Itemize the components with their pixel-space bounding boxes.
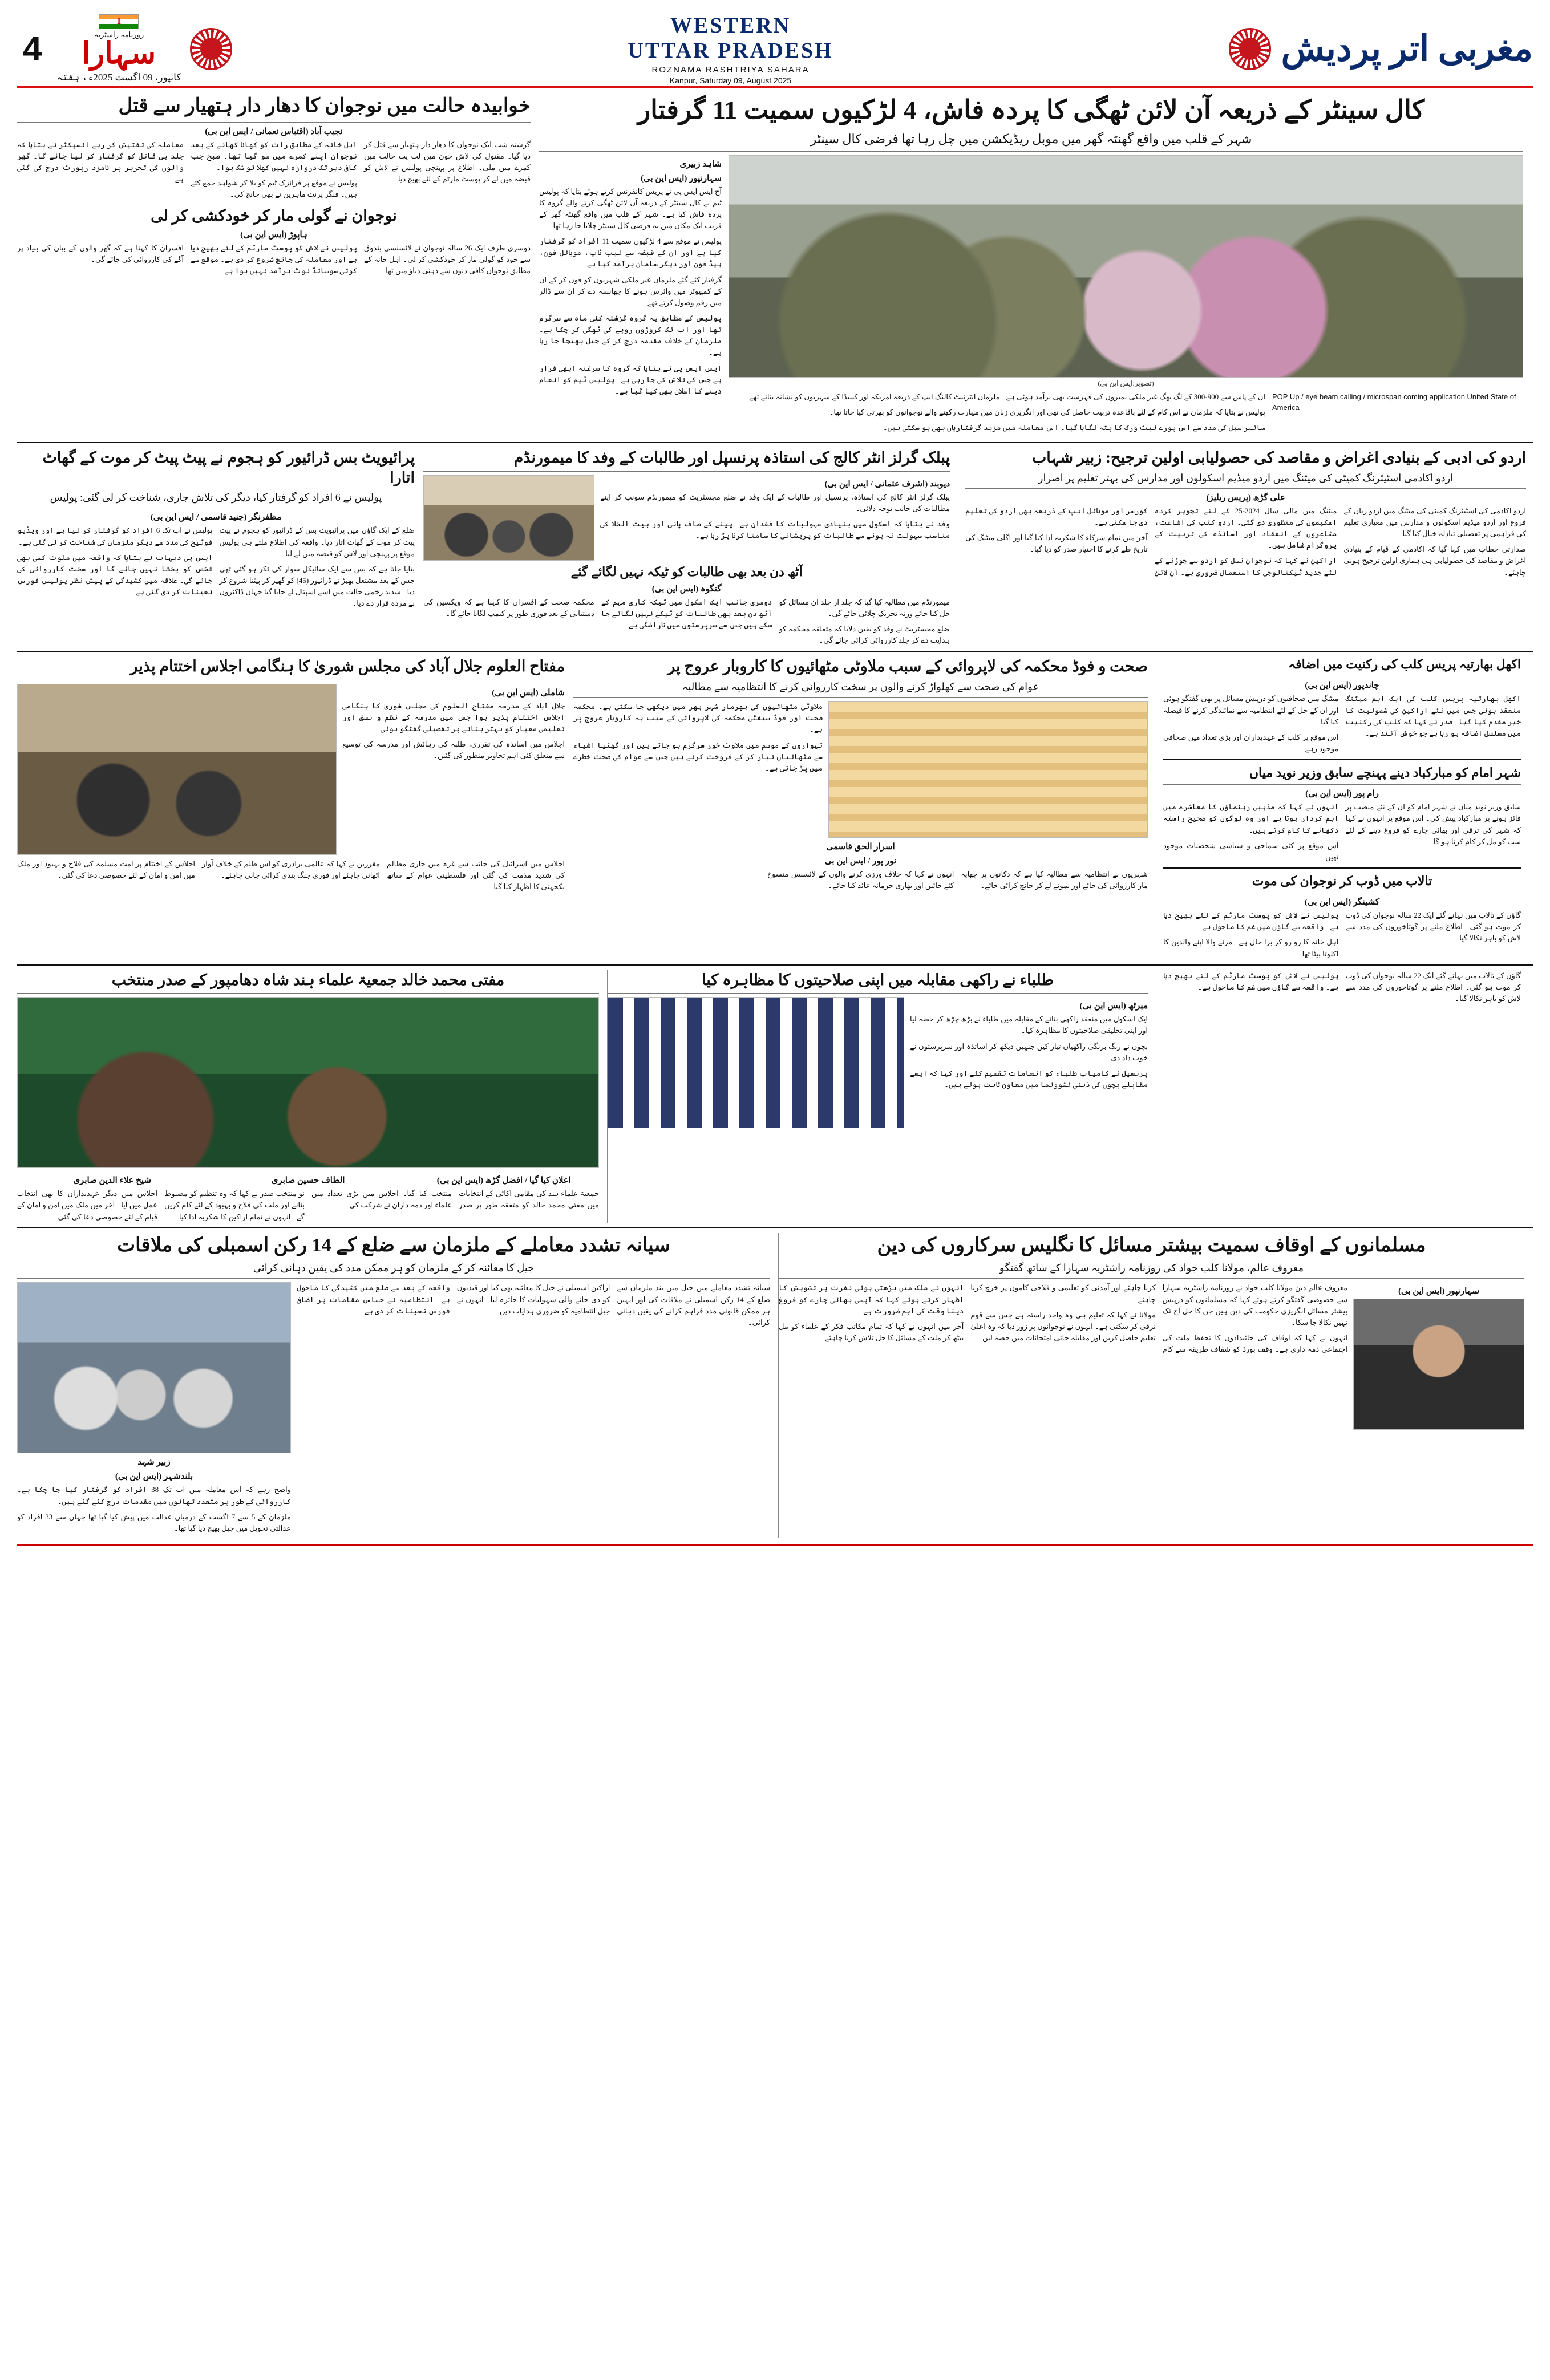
students-rakhi-photo bbox=[608, 997, 904, 1128]
paragraph: انہوں نے ملک میں بڑھتی ہوئی نفرت پر تشویش کا اظہار کرتے ہوئے کہا کہ آپسی بھائی چارے کو فروغ دینا وقت کی اہم ضرورت ہے۔ bbox=[779, 1283, 964, 1315]
article-students-headline: طلباء نے راکھی مقابلہ میں اپنی صلاحیتوں کا مظاہرہ کیا bbox=[702, 971, 1054, 988]
paragraph: اس موقع پر کئی سماجی و سیاسی شخصیات موجود تھیں۔ bbox=[1163, 841, 1339, 861]
article-sweets-subhead: عوام کی صحت سے کھلواڑ کرنے والوں پر سخت کارروائی کرنے کا انتظامیہ سے مطالبہ bbox=[682, 680, 1039, 692]
article-lead-body-right bbox=[729, 391, 1265, 437]
paragraph: شہریوں نے انتظامیہ سے مطالبہ کیا ہے کہ دکانوں پر چھاپہ مار کارروائی کی جائے اور نمونے لے کر جانچ کرائی جائے۔ bbox=[961, 870, 1148, 890]
article-waqf-subhead: معروف عالم، مولانا کلب جواد کی روزنامہ راشٹریہ سہارا کے ساتھ گفتگو bbox=[999, 1262, 1304, 1274]
article-lead bbox=[539, 94, 1531, 437]
page-content bbox=[17, 94, 1533, 1546]
photo-credit: (تصویر:ایس این بی) bbox=[1098, 379, 1154, 387]
article-assembly-headline: سیانہ تشدد معاملے کے ملزمان سے ضلع کے 14 رکن اسمبلی کی ملاقات bbox=[117, 1234, 670, 1256]
paragraph: اہل خانہ کا رو رو کر برا حال ہے۔ مرنے والا اپنے والدین کا اکلوتا بیٹا تھا۔ bbox=[1163, 938, 1339, 958]
article-majlis-body-b bbox=[17, 858, 565, 893]
article-assembly-subhead: جیل کا معائنہ کر کے ملزمان کو ہر ممکن مدد کی یقین دہانی کرائی bbox=[253, 1262, 535, 1274]
paragraph: اراکین اسمبلی نے جیل کا معائنہ بھی کیا اور قیدیوں کو دی جانے والی سہولیات کا جائزہ لیا۔ انہوں نے جیل انتظامیہ کو ضروری ہدایات دیں۔ bbox=[456, 1283, 610, 1315]
paragraph: بتایا جاتا ہے کہ بس سے ایک سائیکل سوار کی ٹکر ہو گئی تھی جس کے بعد مشتعل بھیڑ نے ڈرائیور (45) کو گھیر کر پیٹنا شروع کر دیا۔ شدید زخمی حالت میں اسے اسپتال لے جایا گیا جہاں ڈاکٹروں نے مردہ قرار دے دیا۔ bbox=[219, 564, 415, 608]
paragraph: اراکین نے کہا کہ نوجوان نسل کو اردو سے جوڑنے کے لئے جدید ٹیکنالوجی کا استعمال ضروری ہے۔ آن لائن کورسز اور موبائل ایپ کے ذریعہ بھی اردو کی تعلیم دی جا سکتی ہے۔ bbox=[965, 506, 1337, 577]
masthead bbox=[17, 15, 1533, 88]
paragraph: مولانا نے کہا کہ تعلیم ہی وہ واحد راستہ ہے جس سے قوم ترقی کر سکتی ہے۔ انہوں نے نوجوانوں پر زور دیا کہ وہ اعلیٰ تعلیم حاصل کریں اور مقابلہ جاتی امتحانات میں حصہ لیں۔ bbox=[970, 1310, 1156, 1343]
paragraph: گزشتہ شب ایک نوجوان کا دھار دار ہتھیار سے قتل کر دیا گیا۔ مقتول کی لاش خون میں لت پت حالت میں کمرے میں ملی۔ اطلاع پر پہنچی پولیس نے لاش کو قبضہ میں لے کر پوسٹ مارٹم کے لئے بھیج دیا۔ bbox=[364, 140, 531, 183]
sweets-shop-photo bbox=[828, 701, 1148, 838]
article-lead-byline: شاہد زبیری bbox=[679, 159, 722, 169]
article-drown-headline: تالاب میں ڈوب کر نوجوان کی موت bbox=[1252, 873, 1432, 888]
region-title: مغربی اتر پردیش bbox=[1281, 29, 1533, 68]
article-mayor-byline: رام پور (ایس این بی) bbox=[1305, 789, 1379, 799]
article-bus-headline: پرائیویٹ بس ڈرائیور کو ہجوم نے پیٹ پیٹ کر موت کے گھاٹ اتارا bbox=[42, 448, 415, 486]
masthead-right bbox=[1229, 28, 1533, 70]
article-mufti-byline1: شیخ علاء الدین صابری bbox=[73, 1176, 151, 1186]
paragraph: اجلاس میں اساتذہ کی تقرری، طلبہ کی رہائش اور مدرسہ کی توسیع سے متعلق کئی اہم تجاویز منظور کی گئیں۔ bbox=[342, 740, 565, 760]
article-bus-subhead: پولیس نے 6 افراد کو گرفتار کیا، دیگر کی تلاش جاری، شناخت کر لی گئی: پولیس bbox=[50, 492, 382, 504]
article-lead-col-main bbox=[729, 155, 1523, 437]
article-girls-college-headline: پبلک گرلز انٹر کالج کی استاذہ پرنسپل اور طالبات کے وفد کا میمورنڈم bbox=[513, 448, 950, 466]
paragraph: گاؤں کے تالاب میں نہانے گئے ایک 22 سالہ نوجوان کی ڈوب کر موت ہو گئی۔ اطلاع ملنے پر گوتاخوروں کی مدد سے لاش کو باہر نکالا گیا۔ bbox=[1345, 971, 1521, 1003]
article-urdu-edu-byline: علی گڑھ (پریس ریلیز) bbox=[1206, 493, 1285, 502]
article-mufti-headline: مفتی محمد خالد جمعیۃ علماء ہند شاہ دھامپور کے صدر منتخب bbox=[111, 971, 505, 988]
article-murder-byline: نجیب آباد (اقتباس نعمانی / ایس این بی) bbox=[205, 127, 343, 136]
article-assembly bbox=[17, 1233, 770, 1538]
article-murder bbox=[17, 94, 531, 437]
paragraph: دوسری جانب ایک اسکول میں ٹیکہ کاری مہم کے آٹھ دن بعد بھی طالبات کو ٹیکے نہیں لگائے جا سکے ہیں جس سے سرپرستوں میں ناراضگی ہے۔ bbox=[601, 597, 772, 629]
article-majlis-headline: مفتاح العلوم جلال آباد کی مجلس شوریٰ کا ہنگامی اجلاس اختتام پذیر bbox=[130, 658, 565, 675]
masthead-date: کانپور، 09 اگست 2025ء، ہفتہ bbox=[56, 72, 181, 83]
paragraph: آج ایس ایس پی نے پریس کانفرنس کرتے ہوئے بتایا کہ پولیس ٹیم نے کال سینٹر کے ذریعہ آن لائن ٹھگی کرنے والے گروہ کا پردہ فاش کیا ہے۔ شہر کے قلب میں واقع گھنٹہ گھر کے قریب ایک مکان میں یہ فرضی کال سینٹر چلایا جا رہا تھا۔ bbox=[539, 186, 722, 230]
article-mayor bbox=[1163, 765, 1521, 863]
article-assembly-byline: زبیر شہد bbox=[137, 1458, 171, 1467]
article-students bbox=[607, 970, 1155, 1223]
paragraph: انہوں نے کہا کہ اوقاف کی جائیدادوں کا تحفظ ملت کی اجتماعی ذمہ داری ہے۔ وقف بورڈ کو شفاف طریقہ سے کام کرنا چاہئے اور آمدنی کو تعلیمی و فلاحی کاموں پر خرچ کرنا چاہئے۔ bbox=[970, 1283, 1347, 1354]
masthead-center bbox=[232, 13, 1228, 85]
article-majlis bbox=[17, 656, 565, 959]
paragraph: اکھل بھارتیہ پریس کلب کی ایک اہم میٹنگ منعقد ہوئی جس میں نئے اراکین کی شمولیت کا خیر مقدم کیا گیا۔ صدر نے کہا کہ کلب کی رکنیت میں مسلسل اضافہ ہو رہا ہے جو خوش آئند ہے۔ bbox=[1345, 694, 1521, 737]
masthead-left bbox=[17, 14, 232, 83]
page-number: 4 bbox=[23, 29, 42, 68]
article-mufti bbox=[17, 970, 599, 1223]
article-urdu-edu bbox=[965, 448, 1533, 646]
article-waqf-body bbox=[779, 1282, 1347, 1430]
paragraph: پولیس کے مطابق یہ گروہ گزشتہ کئی ماہ سے سرگرم تھا اور اب تک کروڑوں روپے کی ٹھگی کر چکا ہے۔ ملزمان کے خلاف مقدمہ درج کر کے جیل بھیجا جا رہا ہے۔ bbox=[539, 313, 722, 357]
article-assembly-agency: بلندشہر (ایس این بی) bbox=[115, 1472, 193, 1482]
jamiat-meeting-photo bbox=[17, 997, 599, 1168]
paragraph: اجلاس میں دیگر عہدیداران کا بھی انتخاب عمل میں آیا۔ آخر میں ملک میں امن و امان کے قیام کے لئے خصوصی دعا کی گئی۔ bbox=[17, 1189, 157, 1221]
paragraph: میٹنگ میں مالی سال 2024-25 کے لئے تجویز کردہ اسکیموں کی منظوری دی گئی۔ اردو کتب کی اشاعت، مشاعروں کے انعقاد اور اساتذہ کی تربیت کے پروگرام شامل ہیں۔ bbox=[1154, 506, 1337, 550]
paragraph: اردو اکادمی کی اسٹیئرنگ کمیٹی کی میٹنگ میں اردو زبان کے فروغ اور اردو میڈیم اسکولوں و مدارس میں معیاری تعلیم کی فراہمی پر تفصیلی تبادلہ خیال کیا گیا۔ bbox=[1343, 506, 1526, 538]
police-arrest-photo bbox=[729, 155, 1523, 378]
paragraph: جمعیۃ علماء ہند کی مقامی اکائی کے انتخابات میں مفتی محمد خالد کو متفقہ طور پر صدر منتخب کیا گیا۔ اجلاس میں بڑی تعداد میں علماء اور ذمہ داران نے شرکت کی۔ bbox=[311, 1189, 599, 1210]
edition-title-line1: WESTERN bbox=[670, 13, 791, 38]
article-drown-continued bbox=[1163, 970, 1521, 1004]
paragraph: ضلع مجسٹریٹ نے وفد کو یقین دلایا کہ متعلقہ محکمہ کو ہدایت دے کر جلد کارروائی کرائی جائے گی۔ bbox=[779, 624, 950, 645]
article-press-club bbox=[1163, 656, 1521, 755]
paragraph: ان کے پاس سے 900-300 کے لگ بھگ غیر ملکی نمبروں کی فہرست بھی برآمد ہوئی ہے۔ ملزمان انٹرنیٹ کالنگ ایپ کے ذریعہ امریکہ اور کینیڈا کے شہریوں کو نشانہ بناتے تھے۔ bbox=[744, 392, 1265, 401]
flag-icon bbox=[99, 14, 139, 29]
paragraph: محکمہ صحت کے افسران کا کہنا ہے کہ ویکسین کی دستیابی کے بعد فوری طور پر کیمپ لگایا جائے گا۔ bbox=[423, 597, 594, 618]
article-drown-body bbox=[1163, 910, 1521, 960]
publication-logo bbox=[56, 14, 181, 83]
third-band bbox=[17, 656, 1533, 959]
college-delegation-photo bbox=[423, 475, 594, 561]
article-girls-college bbox=[423, 448, 957, 646]
article-sweets-agency: نور پور / ایس این بی bbox=[824, 857, 897, 866]
article-murder-body bbox=[17, 139, 531, 201]
paragraph: آخر میں تمام شرکاء کا شکریہ ادا کیا گیا اور اگلی میٹنگ کی تاریخ طے کرنے کا اختیار صدر کو دیا گیا۔ bbox=[965, 533, 1148, 554]
paragraph: ضلع کے ایک گاؤں میں پرائیویٹ بس کے ڈرائیور کو ہجوم نے پیٹ پیٹ کر موت کے گھاٹ اتار دیا۔ واقعہ کی اطلاع ملتے ہی پولیس موقع پر پہنچی اور لاش کو قبضہ میں لے لیا۔ bbox=[219, 526, 415, 558]
sunburst-icon-right bbox=[1229, 28, 1271, 70]
paragraph: نو منتخب صدر نے کہا کہ وہ تنظیم کو مضبوط بنانے اور ملت کی فلاح و بہبود کے لئے کام کریں گے۔ انہوں نے تمام اراکین کا شکریہ ادا کیا۔ bbox=[164, 1189, 305, 1221]
paragraph: انہوں نے کہا کہ مذہبی رہنماؤں کا معاشرے میں اہم کردار ہوتا ہے اور وہ لوگوں کو صحیح راستہ دکھانے کا کام کرتے ہیں۔ bbox=[1163, 802, 1339, 834]
article-press-club-body bbox=[1163, 693, 1521, 755]
paragraph: پولیس نے لاش کو پوسٹ مارٹم کے لئے بھیج دیا ہے۔ واقعہ سے گاؤں میں غم کا ماحول ہے۔ bbox=[1163, 911, 1339, 931]
paragraph: جلال آباد کے مدرسہ مفتاح العلوم کی مجلس شوریٰ کا ہنگامی اجلاس اختتام پذیر ہوا جس میں مدرسہ کے نظم و نسق اور تعلیمی معیار کو بہتر بنانے پر تفصیلی گفتگو ہوئی۔ bbox=[342, 701, 565, 733]
article-suicide-body bbox=[17, 242, 531, 277]
article-mufti-byline3: اعلان کیا گیا / افضل گڑھ (ایس این بی) bbox=[436, 1176, 571, 1186]
article-students-byline: میرٹھ (ایس این بی) bbox=[1079, 1002, 1148, 1011]
article-girls-college-byline: دیوبند (اشرف عثمانی / ایس این بی) bbox=[824, 479, 950, 489]
paragraph: میمورنڈم میں مطالبہ کیا گیا کہ جلد از جلد ان مسائل کو حل کیا جائے ورنہ تحریک چلائی جائے گی۔ bbox=[779, 597, 950, 618]
paragraph: معاملہ کی تفتیش کر رہے انسپکٹر نے بتایا کہ جلد ہی قاتل کو گرفتار کر لیا جائے گا۔ گھر والوں کی تحریر پر نامزد رپورٹ درج کی گئی ہے۔ bbox=[17, 140, 184, 183]
article-majlis-byline: شاملی (ایس این بی) bbox=[492, 688, 565, 698]
article-sweets-byline: اسرار الحق قاسمی bbox=[826, 842, 895, 852]
paragraph: انہوں نے کہا کہ خلاف ورزی کرنے والوں کے لائسنس منسوخ کئے جائیں اور بھاری جرمانہ عائد کیا جائے۔ bbox=[767, 870, 954, 890]
sunburst-icon bbox=[190, 28, 232, 70]
paragraph: اجلاس کے اختتام پر امت مسلمہ کی فلاح و بہبود اور ملک میں امن و امان کے لئے خصوصی دعا کی گئی۔ bbox=[17, 859, 195, 879]
fourth-band bbox=[17, 970, 1533, 1223]
paragraph: واقعہ کے بعد سے ضلع میں کشیدگی کا ماحول ہے۔ انتظامیہ نے حساس مقامات پر اضافی فورس تعینات کر دی ہے۔ bbox=[297, 1283, 450, 1315]
paragraph: پرنسپل نے کامیاب طلباء کو انعامات تقسیم کئے اور کہا کہ ایسے مقابلے بچوں کی ذہنی نشوونما میں معاون ثابت ہوتے ہیں۔ bbox=[910, 1068, 1148, 1089]
paragraph: افسران کا کہنا ہے کہ گھر والوں کے بیان کی بنیاد پر آگے کی کارروائی کی جائے گی۔ bbox=[17, 243, 184, 263]
shura-meeting-photo bbox=[17, 684, 337, 855]
paragraph: اجلاس میں اسرائیل کی جانب سے غزہ میں جاری مظالم کی شدید مذمت کی گئی اور فلسطینی عوام کے ساتھ یکجہتی کا اظہار کیا گیا۔ bbox=[387, 859, 565, 891]
paragraph: واضح رہے کہ اس معاملہ میں اب تک 38 افراد کو گرفتار کیا جا چکا ہے۔ کارروائی کے طور پر متعدد تھانوں میں مقدمات درج کئے گئے ہیں۔ bbox=[17, 1485, 291, 1506]
paragraph: ایک اسکول میں منعقد راکھی بنانے کے مقابلہ میں طلباء نے بڑھ چڑھ کر حصہ لیا اور اپنی تخلیقی صلاحیتوں کا مظاہرہ کیا۔ bbox=[910, 1015, 1148, 1035]
paragraph: پولیس نے موقع سے 4 لڑکیوں سمیت 11 افراد کو گرفتار کیا ہے اور ان کے قبضہ سے لیپ ٹاپ، موبائل فون، ہیڈ فون اور دیگر سامان برآمد کیا ہے۔ bbox=[539, 237, 722, 269]
top-band bbox=[17, 94, 1533, 437]
paragraph: پولیس نے بتایا کہ ملزمان نے اس کام کے لئے باقاعدہ تربیت حاصل کی تھی اور انگریزی زبان میں مہارت رکھنے والے نوجوانوں کو بھرتی کیا جاتا تھا۔ bbox=[829, 407, 1265, 416]
paragraph: سیانہ تشدد معاملے میں جیل میں بند ملزمان سے ضلع کے 14 رکن اسمبلی نے ملاقات کی اور انہیں ہر ممکن قانونی مدد فراہم کرانے کی یقین دہانی کرائی۔ bbox=[617, 1283, 771, 1327]
article-sweets-body-b bbox=[573, 869, 1148, 891]
edition-dateline: Kanpur, Saturday 09, August 2025 bbox=[669, 75, 792, 85]
article-drown bbox=[1163, 873, 1521, 960]
article-vaccine-headline: آٹھ دن بعد بھی طالبات کو ٹیکہ نہیں لگائے گئے bbox=[570, 564, 803, 579]
article-waqf-headline: مسلمانوں کے اوقاف سمیت بیشتر مسائل کا نگلیس سرکاروں کی دین bbox=[877, 1234, 1426, 1256]
article-lead-subhead: شہر کے قلب میں واقع گھنٹہ گھر میں موبل ریڈیکشن میں چل رہا تھا فرضی کال سینٹر bbox=[810, 131, 1252, 146]
paragraph: پولیس نے لاش کو پوسٹ مارٹم کے لئے بھیج دیا ہے اور معاملہ کی جانچ شروع کر دی ہے۔ موقع سے کوئی سوسائڈ نوٹ برآمد نہیں ہوا ہے۔ bbox=[191, 243, 357, 275]
article-vaccine-body bbox=[423, 597, 950, 647]
paragraph: پبلک گرلز انٹر کالج کی استاذہ، پرنسپل اور طالبات کے ایک وفد نے ضلع مجسٹریٹ کو میمورنڈم سونپ کر اپنے مطالبات کی جانب توجہ دلائی۔ bbox=[600, 492, 950, 513]
logo-urdu-text: سہارا bbox=[82, 38, 156, 70]
maulana-portrait-photo bbox=[1353, 1299, 1524, 1430]
paragraph: گرفتار کئے گئے ملزمان غیر ملکی شہریوں کو فون کر کے ان کے کمپیوٹر میں وائرس ہونے کا جھانسہ دے کر ان سے ڈالر میں رقم وصول کرتے تھے۔ bbox=[539, 275, 722, 307]
article-bus-byline: مظفرنگر (جنید قاسمی / ایس این بی) bbox=[150, 513, 282, 522]
article-assembly-body-b bbox=[17, 1484, 291, 1534]
paragraph: آخر میں انہوں نے کہا کہ تمام مکاتب فکر کے علماء کو مل بیٹھ کر ملت کے مسائل کا حل تلاش کرنا چاہئے۔ bbox=[779, 1321, 964, 1343]
article-mufti-body bbox=[17, 1188, 599, 1222]
article-suicide-byline: ہاپوڑ (ایس این بی) bbox=[240, 230, 307, 240]
article-urdu-edu-subhead: اردو اکادمی اسٹیئرنگ کمیٹی کی میٹنگ میں اردو میڈیم اسکولوں اور مدارس کی بہتر تعلیم پر اصرار bbox=[1038, 472, 1454, 484]
article-suicide-headline: نوجوان نے گولی مار کر خودکشی کر لی bbox=[151, 207, 397, 225]
article-mufti-byline2: الطاف حسین صابری bbox=[271, 1176, 345, 1186]
paragraph: صدارتی خطاب میں کہا گیا کہ اکادمی کے قیام کے بنیادی اغراض و مقاصد کی حصولیابی ہی ہماری اولین ترجیح ہونی چاہئے۔ bbox=[1343, 545, 1526, 577]
paragraph: پولیس نے اب تک 6 افراد کو گرفتار کر لیا ہے اور ویڈیو فوٹیج کی مدد سے دیگر ملزمان کی شناخت کر لی گئی ہے۔ bbox=[17, 526, 213, 546]
article-assembly-body-a bbox=[297, 1282, 770, 1538]
paragraph: معروف عالم دین مولانا کلب جواد نے روزنامہ راشٹریہ سہارا سے خصوصی گفتگو کرتے ہوئے کہا کہ مسلمانوں کو درپیش بیشتر مسائل انگریزی حکومت کی دین ہیں جن کا حل آج تک نہیں نکالا جا سکا۔ bbox=[1162, 1283, 1347, 1327]
paragraph: پولیس نے موقع پر فرانزک ٹیم کو بلا کر شواہد جمع کئے ہیں۔ فنگر پرنٹ ماہرین نے بھی جانچ کی۔ bbox=[191, 178, 357, 199]
article-majlis-body-a bbox=[342, 700, 565, 762]
article-urdu-edu-headline: اردو کی ادبی کے بنیادی اغراض و مقاصد کی حصولیابی اولین ترجیح: زبیر شہاب bbox=[1031, 448, 1526, 466]
edition-title-line2: UTTAR PRADESH bbox=[628, 38, 833, 63]
article-students-body bbox=[910, 1013, 1148, 1090]
bottom-band bbox=[17, 1233, 1533, 1538]
paragraph: ملزمان کے 5 سے 7 اگست کے درمیان عدالت میں پیش کیا گیا تھا جہاں سے 33 افراد کو عدالتی تحویل میں جیل بھیج دیا گیا تھا۔ bbox=[17, 1512, 292, 1532]
paragraph: ایس ایس پی نے بتایا کہ گروہ کا سرغنہ ابھی فرار ہے جس کی تلاش کی جا رہی ہے۔ پولیس ٹیم کو انعام دینے کا اعلان بھی کیا گیا ہے۔ bbox=[539, 363, 722, 395]
article-press-club-byline: چاندپور (ایس این بی) bbox=[1305, 681, 1379, 691]
article-girls-college-body bbox=[600, 492, 950, 542]
paragraph: اہل خانہ کے مطابق رات کو کھانا کھانے کے بعد نوجوان اپنے کمرے میں سو گیا تھا۔ صبح جب کافی دیر تک دروازہ نہیں کھلا تو شک ہوا۔ bbox=[191, 140, 357, 172]
article-murder-headline: خوابیدہ حالت میں نوجوان کا دھار دار ہتھیار سے قتل bbox=[118, 95, 531, 116]
logo-top-text: روزنامہ راشٹریہ bbox=[94, 30, 144, 39]
paragraph: گاؤں کے تالاب میں نہانے گئے ایک 22 سالہ نوجوان کی ڈوب کر موت ہو گئی۔ اطلاع ملنے پر گوتاخوروں کی مدد سے لاش کو باہر نکالا گیا۔ bbox=[1345, 911, 1521, 943]
paragraph: سائبر سیل کی مدد سے اس پورے نیٹ ورک کا پتہ لگایا گیا۔ اس معاملہ میں مزید گرفتاریاں بھی ہو سکتی ہیں۔ bbox=[883, 423, 1265, 432]
paragraph: میٹنگ میں صحافیوں کو درپیش مسائل پر بھی گفتگو ہوئی اور ان کے حل کے لئے انتظامیہ سے نمائندگی کرنے کا فیصلہ کیا گیا۔ bbox=[1163, 694, 1339, 726]
article-waqf-byline: سہارنپور (ایس این بی) bbox=[1398, 1287, 1479, 1296]
article-urdu-edu-body bbox=[965, 505, 1526, 578]
article-drown-byline: کشینگر (ایس این بی) bbox=[1304, 898, 1380, 907]
fourth-band-right-spacer bbox=[1163, 970, 1528, 1223]
article-sweets-headline: صحت و فوڈ محکمہ کی لاپروائی کے سبب ملاوٹی مٹھائیوں کا کاروبار عروج پر bbox=[667, 658, 1148, 675]
paragraph: سابق وزیر نوید میاں نے شہر امام کو ان کے نئے منصب پر فائز ہونے پر مبارکباد پیش کی۔ اس موقع پر انہوں نے کہا کہ شہر کی ترقی اور بھائی چارے کو فروغ دینے کے لئے سب کو مل کر کام کرنا ہو گا۔ bbox=[1345, 802, 1521, 846]
paragraph: مقررین نے کہا کہ عالمی برادری کو اس ظلم کے خلاف آواز اٹھانی چاہئے اور فوری جنگ بندی کرائی جانی چاہئے۔ bbox=[202, 859, 380, 879]
article-bus-body bbox=[17, 525, 415, 609]
english-terms-note: POP Up / eye beam calling / microspan coming application United State of America bbox=[1272, 392, 1516, 412]
paragraph: تہواروں کے موسم میں ملاوٹ خور سرگرم ہو جاتے ہیں اور گھٹیا اشیاء سے مٹھائیاں تیار کر کے فروخت کرتے ہیں جس سے عوام کی صحت خطرے میں پڑ جاتی ہے۔ bbox=[573, 740, 823, 772]
article-vaccine-byline: گنگوہ (ایس این بی) bbox=[651, 584, 722, 594]
paragraph: ملاوٹی مٹھائیوں کی بھرمار شہر بھر میں دیکھی جا سکتی ہے۔ محکمہ صحت اور فوڈ سیفٹی محکمہ کی لاپروائی کے سبب یہ کاروبار عروج پر ہے۔ bbox=[573, 702, 823, 734]
article-waqf bbox=[778, 1233, 1531, 1538]
paragraph: پولیس نے لاش کو پوسٹ مارٹم کے لئے بھیج دیا ہے۔ واقعہ سے گاؤں میں غم کا ماحول ہے۔ bbox=[1163, 971, 1339, 991]
paragraph: ایس پی دیہات نے بتایا کہ واقعہ میں ملوث کسی بھی شخص کو بخشا نہیں جائے گا اور سخت کارروائی کی جائے گی۔ علاقہ میں کشیدگی کے پیش نظر پولیس فورس تعینات کر دی گئی ہے۔ bbox=[17, 553, 213, 597]
article-lead-body-left bbox=[539, 186, 722, 397]
second-band bbox=[17, 448, 1533, 646]
mla-jail-visit-photo bbox=[17, 1282, 291, 1453]
publication-subtitle: ROZNAMA RASHTRIYA SAHARA bbox=[651, 64, 810, 75]
paragraph: بچوں نے رنگ برنگی راکھیاں تیار کیں جنہیں دیکھ کر اساتذہ اور سرپرستوں نے خوب داد دی۔ bbox=[910, 1041, 1148, 1062]
right-column-stack bbox=[1163, 656, 1528, 959]
article-mayor-headline: شہر امام کو مبارکباد دینے پہنچے سابق وزیر نوید میاں bbox=[1249, 765, 1521, 780]
article-lead-agency: سہارنپور (ایس این بی) bbox=[640, 173, 722, 183]
article-sweets-body-a bbox=[573, 701, 823, 774]
article-press-club-headline: اکھل بھارتیہ پریس کلب کی رکنیت میں اضافہ bbox=[1288, 657, 1521, 672]
article-bus bbox=[17, 448, 415, 646]
paragraph: وفد نے بتایا کہ اسکول میں بنیادی سہولیات کا فقدان ہے۔ پینے کے صاف پانی اور بیت الخلا کی مناسب سہولت نہ ہونے سے طالبات کو پریشانی کا سامنا کرنا پڑ رہا ہے۔ bbox=[600, 519, 950, 540]
paragraph: دوسری طرف ایک 26 سالہ نوجوان نے لائسنسی بندوق سے خود کو گولی مار کر خودکشی کر لی۔ اہل خانہ کے مطابق نوجوان کافی دنوں سے ذہنی دباؤ میں تھا۔ bbox=[364, 243, 531, 275]
article-lead-headline: کال سینٹر کے ذریعہ آن لائن ٹھگی کا پردہ فاش، 4 لڑکیوں سمیت 11 گرفتار bbox=[637, 95, 1425, 124]
article-mayor-body bbox=[1163, 801, 1521, 863]
article-sweets bbox=[573, 656, 1155, 959]
paragraph: اس موقع پر کلب کے عہدیداران اور بڑی تعداد میں صحافی موجود رہے۔ bbox=[1163, 732, 1339, 753]
article-lead-col-left bbox=[539, 155, 722, 437]
